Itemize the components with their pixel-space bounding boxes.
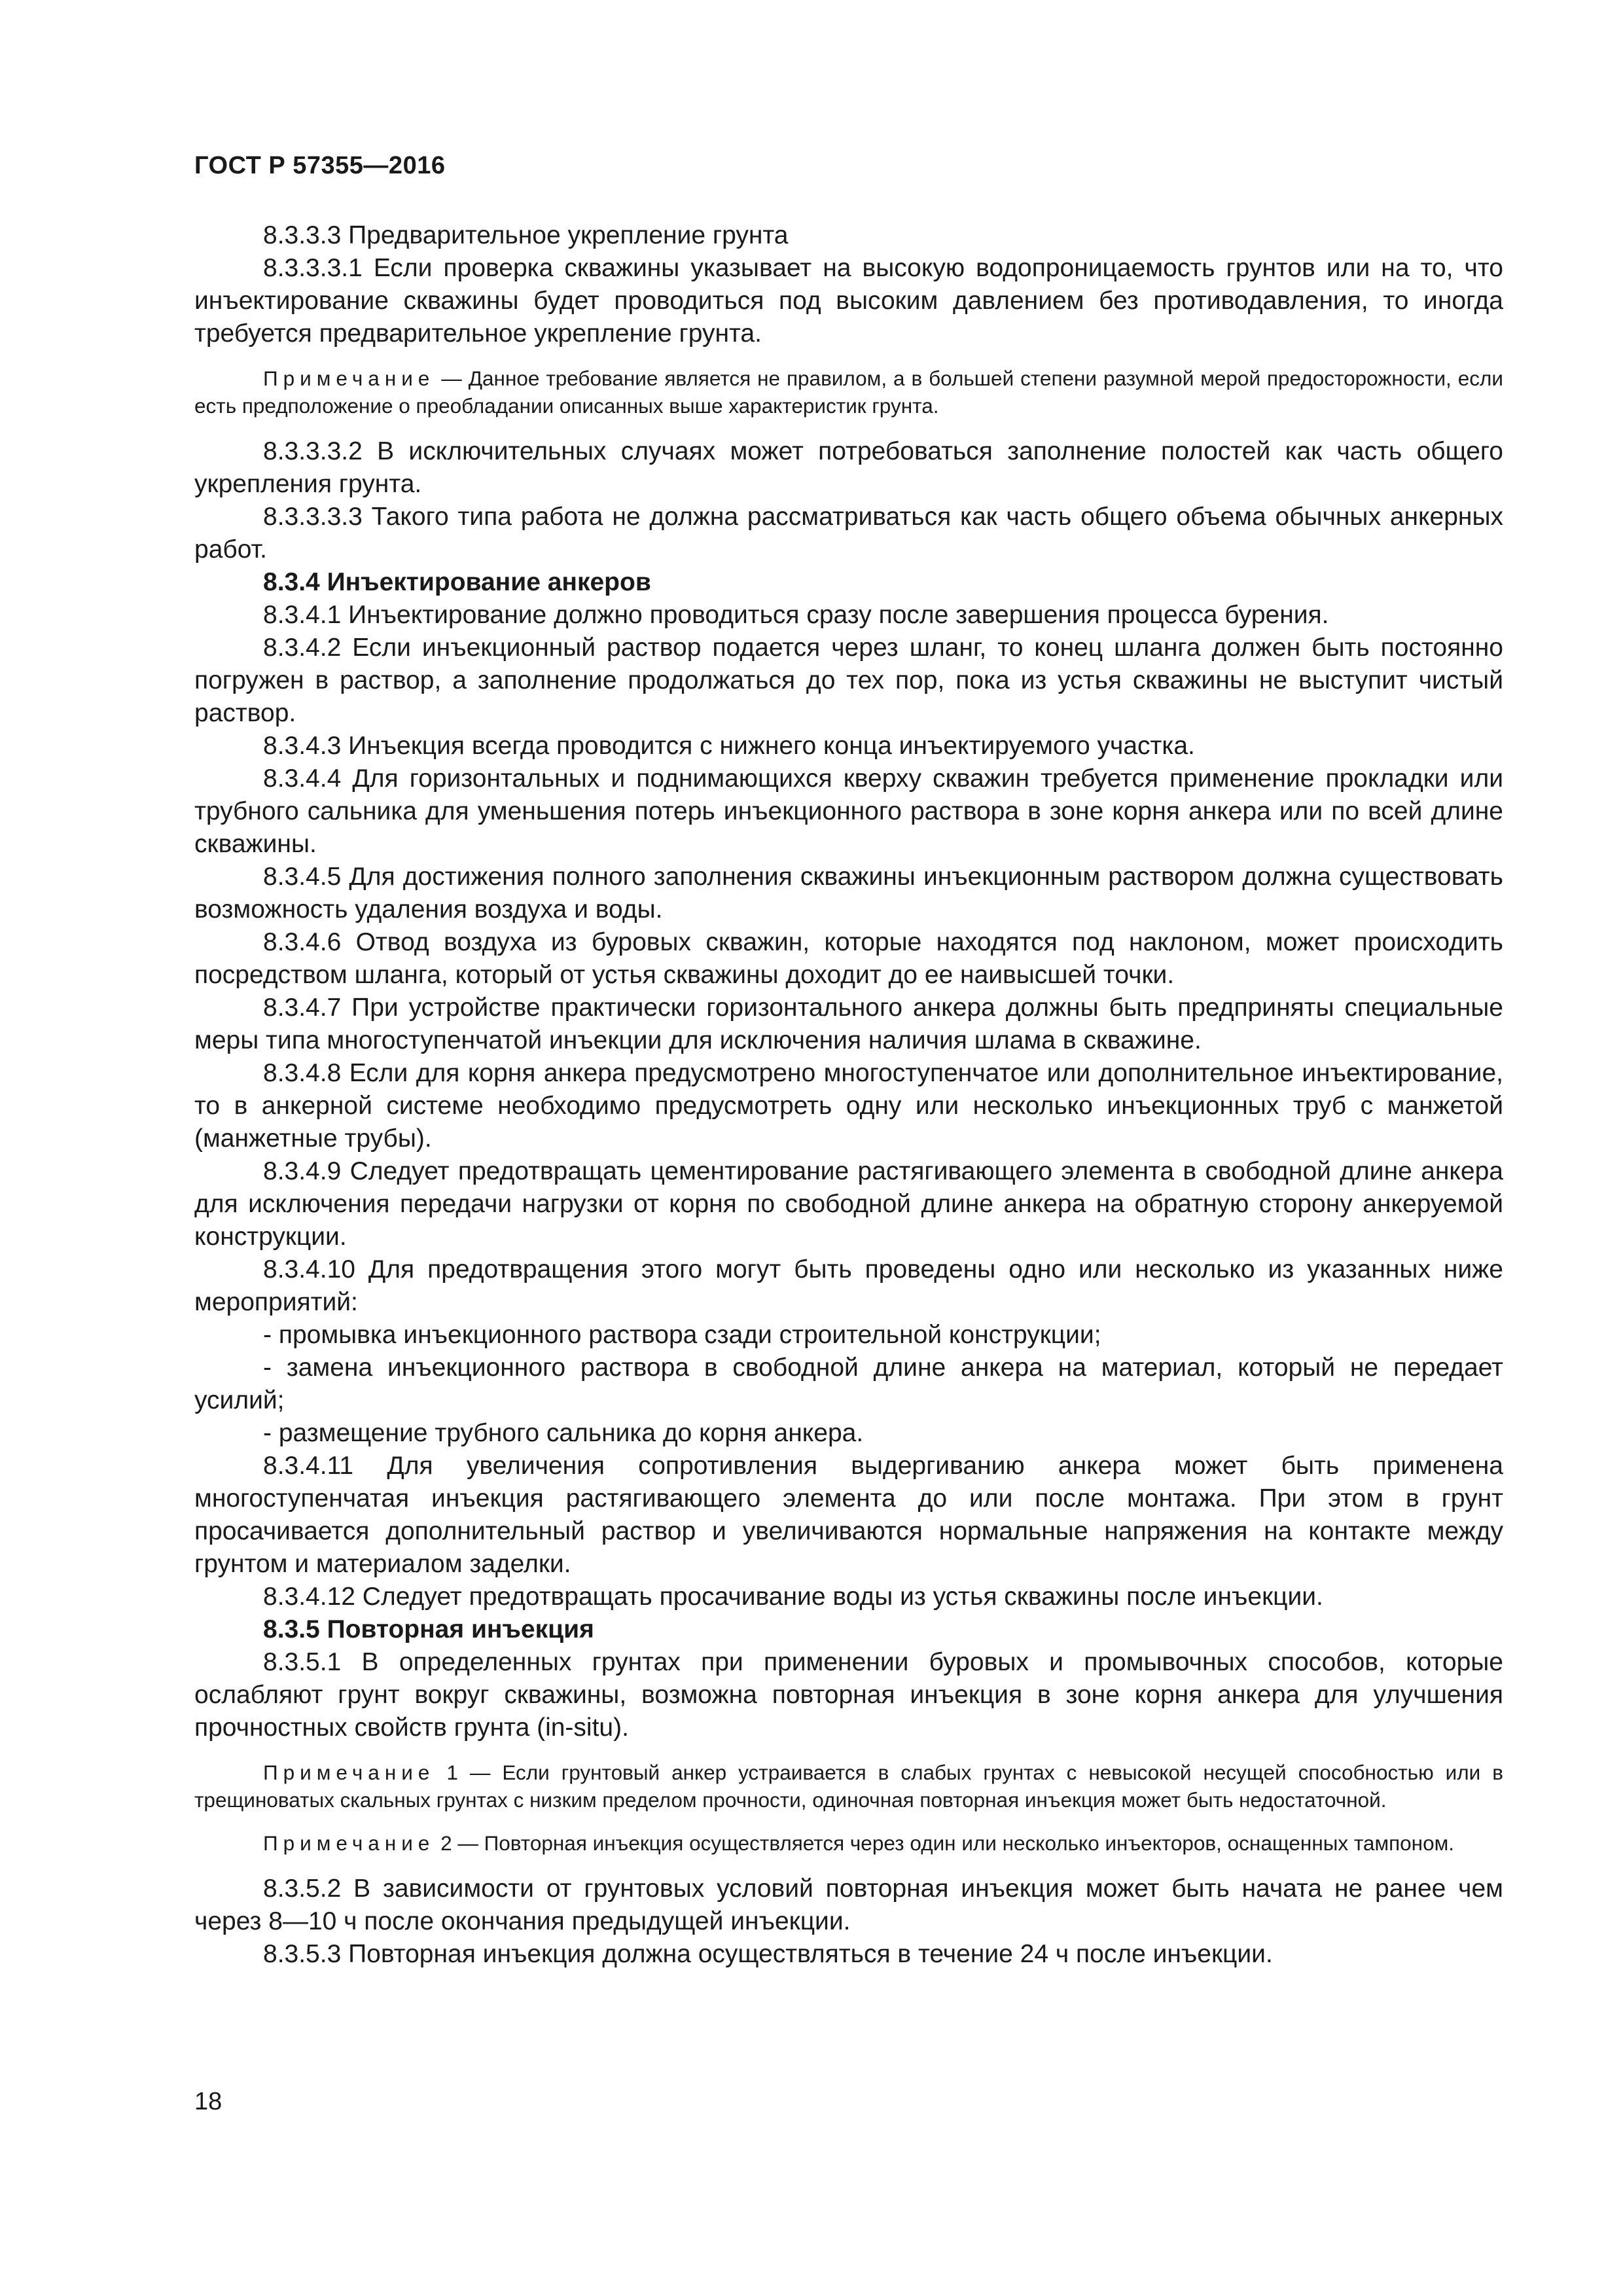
note-text: 1 — Если грунтовый анкер устраивается в слабых грунтах с невысокой несущей способностью или в трещиноватых скальных грунтах с низким пределом прочности, одиночная повторная инъекция может быть недостаточной. bbox=[194, 1761, 1503, 1812]
paragraph: 8.3.4.10 Для предотвращения этого могут быть проведены одно или несколько из указанных ниже мероприятий: bbox=[194, 1255, 1503, 1316]
section-heading bbox=[194, 1613, 1503, 1646]
paragraph: 8.3.4.9 Следует предотвращать цементирование растягивающего элемента в свободной длине анкера для исключения передачи нагрузки от корня по свободной длине анкера на обратную сторону анкеруемой конструкции. bbox=[194, 1157, 1503, 1251]
paragraph: 8.3.4.3 Инъекция всегда проводится с нижнего конца инъектируемого участка. bbox=[263, 732, 1195, 760]
note-label: Примечание bbox=[263, 1831, 435, 1855]
paragraph: 8.3.4.12 Следует предотвращать просачивание воды из устья скважины после инъекции. bbox=[263, 1583, 1323, 1611]
paragraph: 8.3.4.4 Для горизонтальных и поднимающихся кверху скважин требуется применение прокладки или трубного сальника для уменьшения потерь инъекционного раствора в зоне корня анкера или по всей длине скважины. bbox=[194, 764, 1503, 858]
list-item: - размещение трубного сальника до корня анкера. bbox=[263, 1419, 864, 1447]
section-heading-text: 8.3.4 Инъектирование анкеров bbox=[263, 568, 651, 596]
document-page bbox=[194, 0, 1503, 2296]
paragraph: 8.3.3.3.1 Если проверка скважины указывает на высокую водопроницаемость грунтов или на то, что инъектирование скважины будет проводиться под высоким давлением без противодавления, то иногда требуется предварительное укрепление грунта. bbox=[194, 254, 1503, 348]
paragraph: 8.3.4.7 При устройстве практически горизонтального анкера должны быть предприняты специальные меры типа многоступенчатой инъекции для исключения наличия шлама в скважине. bbox=[194, 994, 1503, 1054]
list-item: - промывка инъекционного раствора сзади строительной конструкции; bbox=[263, 1321, 1101, 1349]
note bbox=[194, 365, 1503, 420]
paragraph: 8.3.3.3 Предварительное укрепление грунта bbox=[263, 221, 789, 249]
document-header: ГОСТ Р 57355—2016 bbox=[194, 152, 446, 179]
list-item: - замена инъекционного раствора в свободной длине анкера на материал, который не передает усилий; bbox=[194, 1354, 1503, 1414]
note bbox=[194, 1759, 1503, 1814]
paragraph: 8.3.5.1 В определенных грунтах при применении буровых и промывочных способов, которые ослабляют грунт вокруг скважины, возможна повторная инъекция в зоне корня анкера для улучшения прочностных свойств грунта (in-situ). bbox=[194, 1648, 1503, 1742]
paragraph: 8.3.5.2 В зависимости от грунтовых условий повторная инъекция может быть начата не ранее чем через 8—10 ч после окончания предыдущей инъекции. bbox=[194, 1874, 1503, 1935]
paragraph: 8.3.4.1 Инъектирование должно проводиться сразу после завершения процесса бурения. bbox=[263, 601, 1329, 629]
paragraph: 8.3.3.3.2 В исключительных случаях может потребоваться заполнение полостей как часть общего укрепления грунта. bbox=[194, 437, 1503, 498]
note bbox=[194, 1829, 1503, 1857]
section-heading bbox=[194, 566, 1503, 599]
paragraph: 8.3.3.3.3 Такого типа работа не должна рассматриваться как часть общего объема обычных анкерных работ. bbox=[194, 503, 1503, 564]
section-heading-text: 8.3.5 Повторная инъекция bbox=[263, 1615, 594, 1643]
document-body bbox=[194, 219, 1503, 1971]
paragraph: 8.3.4.2 Если инъекционный раствор подается через шланг, то конец шланга должен быть постоянно погружен в раствор, а заполнение продолжаться до тех пор, пока из устья скважины не выступит чистый раствор. bbox=[194, 634, 1503, 727]
note-label: Примечание bbox=[263, 367, 435, 390]
paragraph: 8.3.4.11 Для увеличения сопротивления выдергиванию анкера может быть применена многоступенчатая инъекция растягивающего элемента до или после монтажа. При этом в грунт просачивается дополнительный раствор и увеличиваются нормальные напряжения на контакте между грунтом и материалом заделки. bbox=[194, 1452, 1503, 1578]
page-number: 18 bbox=[194, 2088, 223, 2115]
paragraph: 8.3.4.6 Отвод воздуха из буровых скважин, которые находятся под наклоном, может происходить посредством шланга, который от устья скважины доходит до ее наивысшей точки. bbox=[194, 928, 1503, 989]
paragraph: 8.3.4.8 Если для корня анкера предусмотрено многоступенчатое или дополнительное инъектирование, то в анкерной системе необходимо предусмотреть одну или несколько инъекционных труб с манжетой (манжетные трубы). bbox=[194, 1059, 1503, 1153]
note-label: Примечание bbox=[263, 1761, 435, 1784]
note-text: — Данное требование является не правилом, а в большей степени разумной мерой предосторожности, если есть предположение о преобладании описанных выше характеристик грунта. bbox=[194, 367, 1503, 418]
paragraph: 8.3.4.5 Для достижения полного заполнения скважины инъекционным раствором должна существовать возможность удаления воздуха и воды. bbox=[194, 863, 1503, 924]
paragraph: 8.3.5.3 Повторная инъекция должна осуществляться в течение 24 ч после инъекции. bbox=[263, 1940, 1273, 1968]
note-text: 2 — Повторная инъекция осуществляется через один или несколько инъекторов, оснащенных тампоном. bbox=[435, 1831, 1455, 1855]
